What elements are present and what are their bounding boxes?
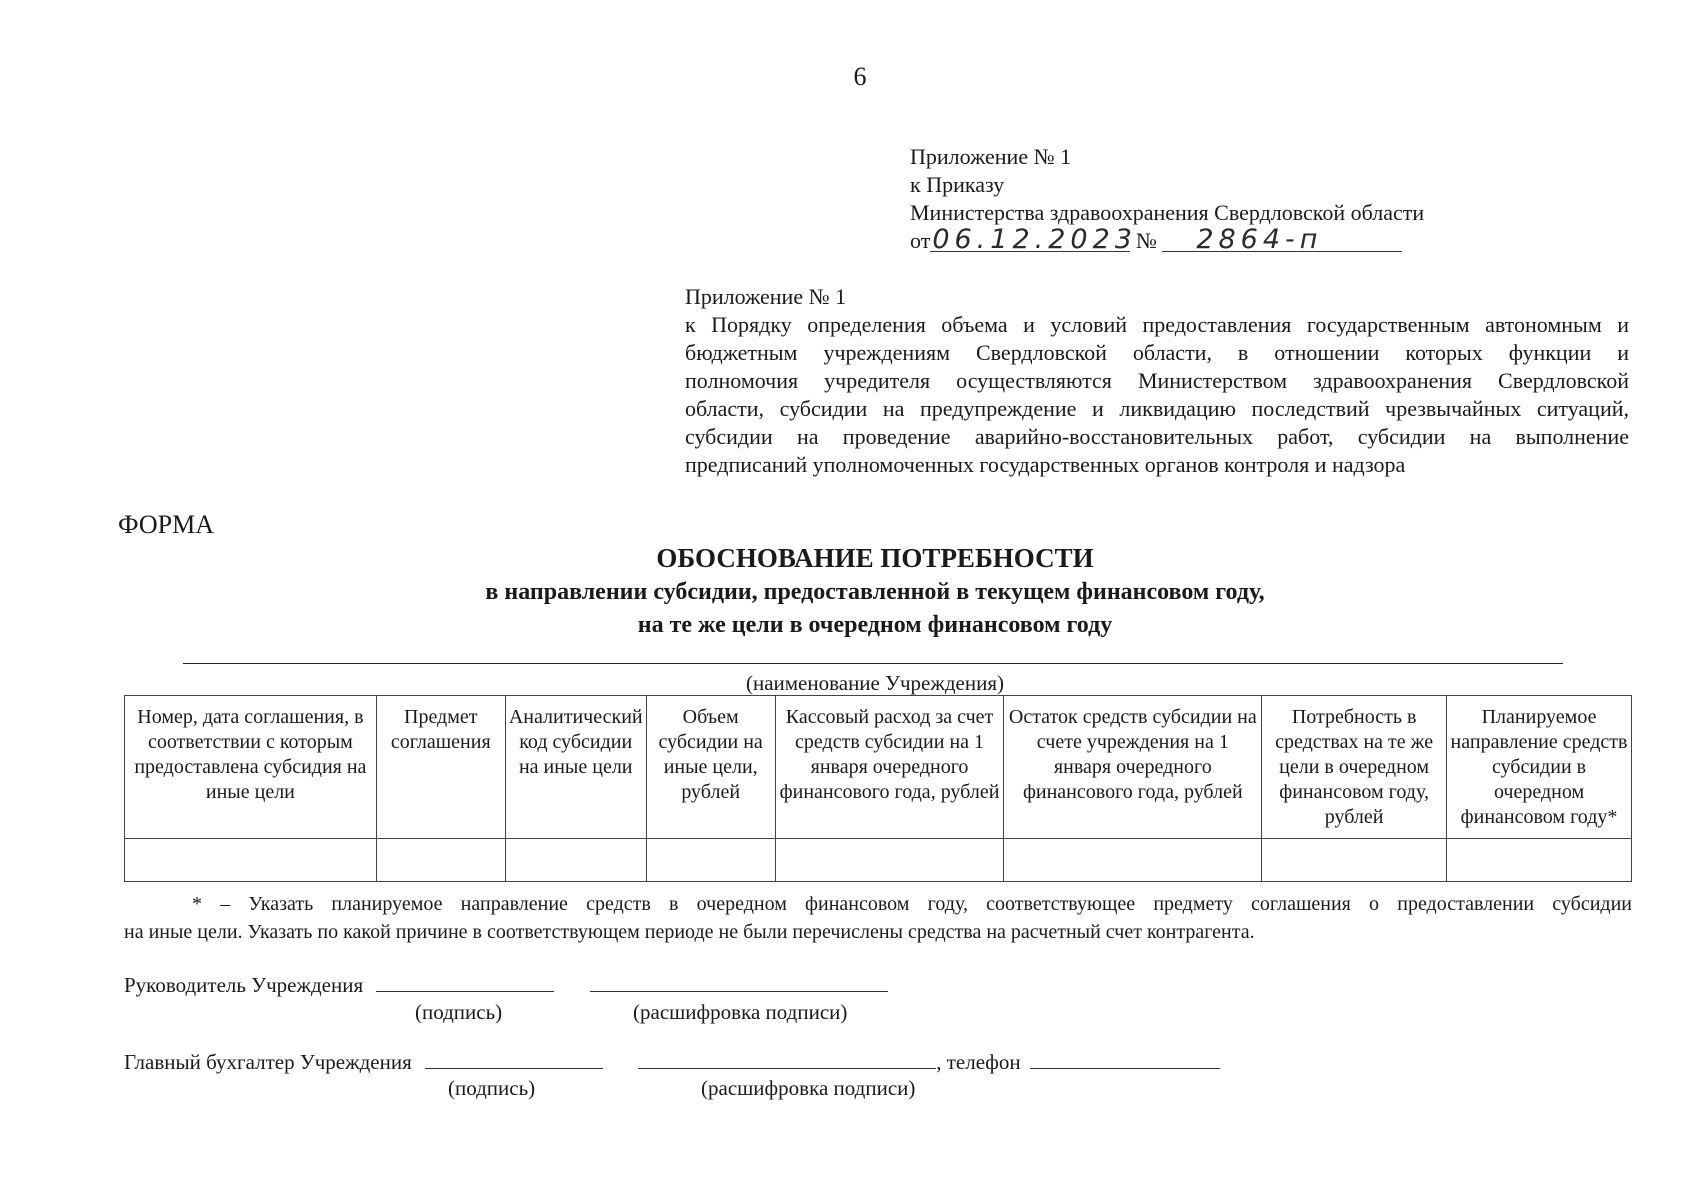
- head-signature-blank: [376, 973, 554, 992]
- table-cell: [1262, 839, 1447, 882]
- table-header-row: [125, 696, 1632, 839]
- form-title-main: ОБОСНОВАНИЕ ПОТРЕБНОСТИ: [656, 543, 1094, 573]
- accountant-decode-blank: [638, 1050, 936, 1069]
- signature-caption: (подпись): [448, 1076, 536, 1100]
- table-cell: [1447, 839, 1632, 882]
- form-title: [0, 540, 1696, 642]
- table-header-cell: Потребность в средствах на те же цели в очередном финансовом году, рублей: [1262, 696, 1447, 839]
- procedure-appendix-line: к Порядку определения объема и условий предоставления государственным автономным и: [685, 312, 1629, 337]
- order-date-number-line: [910, 224, 1610, 255]
- accountant-signature-row: [124, 1050, 1220, 1075]
- table-header-cell: Номер, дата соглашения, в соответствии с которым предоставлена субсидия на иные цели: [125, 696, 377, 839]
- accountant-label: Главный бухгалтер Учреждения: [124, 1050, 412, 1074]
- order-appendix-ministry: Министерства здравоохранения Свердловской области: [910, 200, 1425, 225]
- institution-name-caption: (наименование Учреждения): [745, 671, 1005, 695]
- procedure-appendix-line: бюджетным учреждениям Свердловской области, в отношении которых функции и: [685, 340, 1629, 365]
- phone-label: , телефон: [936, 1050, 1021, 1074]
- procedure-appendix-line: области, субсидии на предупреждение и ликвидацию последствий чрезвычайных ситуаций,: [685, 396, 1629, 421]
- date-prefix: от: [910, 228, 931, 253]
- page-number: 6: [853, 62, 867, 91]
- head-signature-row: [124, 973, 888, 998]
- procedure-appendix-line: полномочия учредителя осуществляются Министерством здравоохранения Свердловской: [685, 368, 1629, 393]
- order-appendix-title: Приложение № 1: [910, 144, 1072, 169]
- table-cell: [1004, 839, 1262, 882]
- table-header-cell: Предмет соглашения: [376, 696, 505, 839]
- accountant-signature-blank: [425, 1050, 603, 1069]
- procedure-appendix-block: [685, 283, 1629, 479]
- head-decode-blank: [590, 973, 888, 992]
- table-header-cell: Остаток средств субсидии на счете учреждения на 1 января очередного финансового года, рублей: [1004, 696, 1262, 839]
- signature-caption: (подпись): [415, 1000, 503, 1024]
- order-appendix-block: [910, 143, 1610, 255]
- footnote: [124, 890, 1632, 946]
- table-header-cell: Кассовый расход за счет средств субсидии на 1 января очередного финансового года, рублей: [775, 696, 1004, 839]
- procedure-appendix-line: субсидии на проведение аварийно-восстановительных работ, субсидии на выполнение: [685, 424, 1629, 449]
- decode-caption: (расшифровка подписи): [633, 1000, 848, 1024]
- procedure-appendix-line: предписаний уполномоченных государственных органов контроля и надзора: [685, 452, 1406, 477]
- table-header-cell: Планируемое направление средств субсидии в очередном финансовом году*: [1447, 696, 1632, 839]
- table-cell: [376, 839, 505, 882]
- form-title-sub2: на те же цели в очередном финансовом году: [637, 612, 1113, 638]
- handwritten-order-number: 2864-п: [1162, 229, 1402, 252]
- table-cell: [775, 839, 1004, 882]
- procedure-appendix-title: Приложение № 1: [685, 284, 847, 309]
- decode-caption: (расшифровка подписи): [701, 1076, 916, 1100]
- handwritten-date: 06.12.2023: [932, 224, 1137, 255]
- form-title-sub1: в направлении субсидии, предоставленной в текущем финансовом году,: [485, 579, 1265, 605]
- institution-name-line: [183, 663, 1563, 664]
- table-row: [125, 839, 1632, 882]
- table-cell: [505, 839, 646, 882]
- table-header-cell: Аналитический код субсидии на иные цели: [505, 696, 646, 839]
- order-appendix-ref: к Приказу: [910, 172, 1005, 197]
- footnote-line: на иные цели. Указать по какой причине в соответствующем периоде не были перечислены средства на расчетный счет контрагента.: [124, 921, 1255, 943]
- phone-blank: [1030, 1050, 1220, 1069]
- table-header-cell: Объем субсидии на иные цели, рублей: [646, 696, 775, 839]
- footnote-line: * – Указать планируемое направление средств в очередном финансовом году, соответствующее предмету соглашения о предоставлении субсидии: [192, 893, 1632, 915]
- table-cell: [125, 839, 377, 882]
- table-cell: [646, 839, 775, 882]
- number-prefix: №: [1135, 228, 1157, 253]
- head-label: Руководитель Учреждения: [124, 973, 364, 997]
- subsidy-table: [124, 695, 1632, 882]
- forma-label: ФОРМА: [118, 510, 214, 539]
